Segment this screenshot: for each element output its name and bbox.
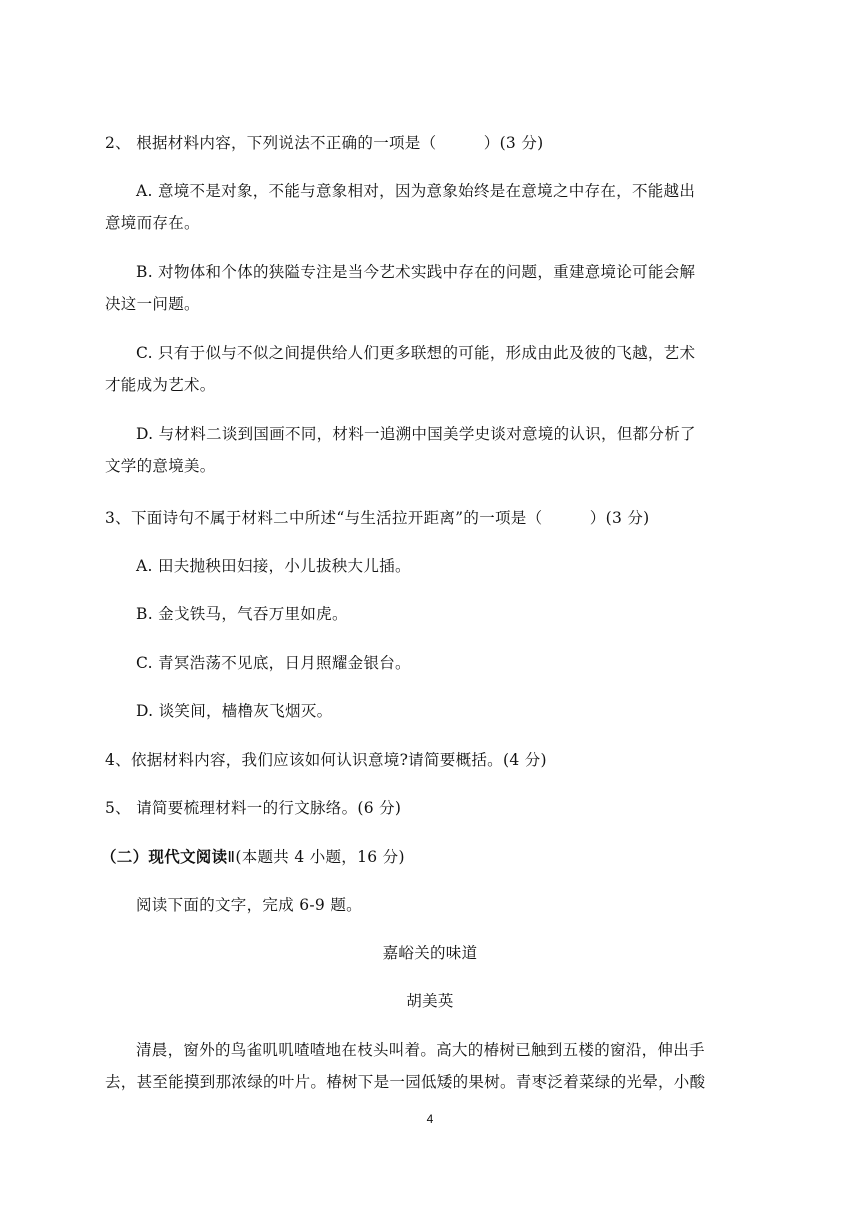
question-4: 4、依据材料内容，我们应该如何认识意境?请简要概括。(4 分) [105,751,547,769]
section-heading [101,847,405,867]
section-heading-numeral: Ⅱ [227,848,236,866]
q2-option-b-line2: 决这一问题。 [105,295,200,313]
q2-option-d-line1: D. 与材料二谈到国画不同，材料一追溯中国美学史谈对意境的认识，但都分析了 [136,425,696,443]
q2-option-a-line1: A. 意境不是对象，不能与意象相对，因为意象始终是在意境之中存在，不能越出 [136,182,696,200]
article-paragraph-1-line2: 去，甚至能摸到那浓绿的叶片。椿树下是一园低矮的果树。青枣泛着菜绿的光晕，小酸 [105,1073,706,1091]
q3-option-a: A. 田夫抛秧田妇接，小儿拔秧大儿插。 [136,557,411,575]
q2-option-c-line1: C. 只有于似与不似之间提供给人们更多联想的可能，形成由此及彼的飞越，艺术 [136,344,696,362]
q2-option-d-line2: 文学的意境美。 [105,457,216,475]
article-title: 嘉峪关的味道 [382,944,478,962]
q2-option-b-line1: B. 对物体和个体的狭隘专注是当今艺术实践中存在的问题，重建意境论可能会解 [136,263,696,281]
q3-option-c: C. 青冥浩荡不见底，日月照耀金银台。 [136,654,411,672]
section-heading-label: （二）现代文阅读 [101,848,228,866]
q3-option-d: D. 谈笑间，樯橹灰飞烟灭。 [136,702,333,720]
article-author: 胡美英 [406,992,454,1010]
q2-option-c-line2: 才能成为艺术。 [105,376,216,394]
section-instruction: 阅读下面的文字，完成 6-9 题。 [136,896,362,914]
question-2-stem: 2、 根据材料内容，下列说法不正确的一项是（ ）(3 分) [105,134,544,152]
question-5: 5、 请简要梳理材料一的行文脉络。(6 分) [105,799,402,817]
page-number: 4 [426,1112,434,1126]
question-3-stem: 3、下面诗句不属于材料二中所述“与生活拉开距离”的一项是（ ）(3 分) [105,509,650,527]
section-heading-tail: (本题共 4 小题，16 分) [235,848,405,866]
q3-option-b: B. 金戈铁马，气吞万里如虎。 [136,605,348,623]
q2-option-a-line2: 意境而存在。 [105,214,200,232]
article-paragraph-1-line1: 清晨，窗外的鸟雀叽叽喳喳地在枝头叫着。高大的椿树已触到五楼的窗沿，伸出手 [136,1041,705,1059]
